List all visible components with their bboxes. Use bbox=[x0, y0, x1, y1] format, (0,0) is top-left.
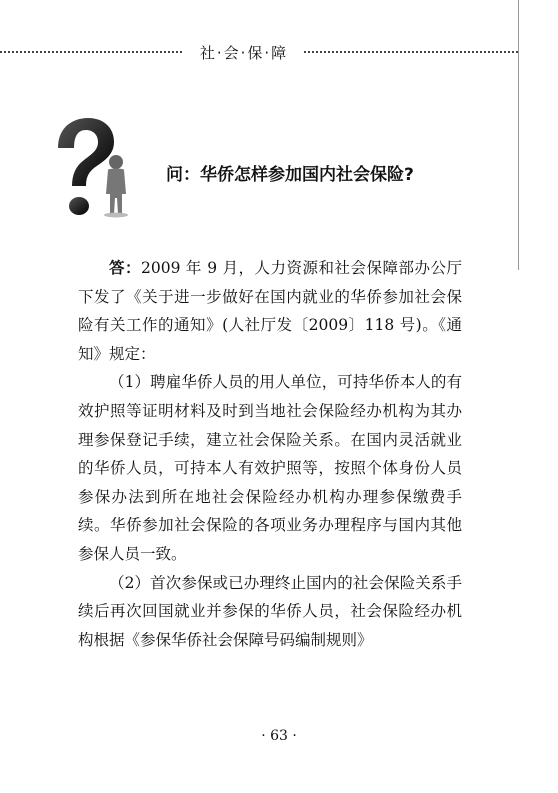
answer-paragraph-2: （2）首次参保或已办理终止国内的社会保险关系手续后再次回国就业并参保的华侨人员，社会保险经办机构根据《参保华侨社会保障号码编制规则》 bbox=[78, 573, 462, 649]
header-dotted-rule-left bbox=[0, 51, 182, 53]
question-heading: 问：华侨怎样参加国内社会保险? bbox=[166, 165, 414, 185]
page-edge-line bbox=[518, 0, 519, 270]
answer-intro-text: 2009 年 9 月，人力资源和社会保障部办公厅下发了《关于进一步做好在国内就业的华侨参加社会保险有关工作的通知》(人社厅发〔2009〕118 号)。《通知》规定： bbox=[78, 259, 462, 363]
answer-label: 答： bbox=[109, 259, 141, 277]
answer-paragraph-1: （1）聘雇华侨人员的用人单位，可持华侨本人的有效护照等证明材料及时到当地社会保险经办机构为其办理参保登记手续，建立社会保险关系。在国内灵活就业的华侨人员，可持本人有效护照等，按照个体身份人员参保办法到所在地社会保险经办机构办理参保缴费手续。华侨参加社会保险的各项业务办理程序与国内其他参保人员一致。 bbox=[78, 373, 462, 563]
answer-body bbox=[78, 254, 462, 654]
page-number: · 63 · bbox=[261, 728, 297, 744]
header-dotted-rule-right bbox=[304, 51, 518, 53]
running-header bbox=[0, 42, 518, 62]
answer-intro-paragraph bbox=[78, 254, 462, 368]
question-mark-figure-icon bbox=[52, 118, 136, 218]
header-title: 社·会·保·障 bbox=[199, 44, 289, 62]
